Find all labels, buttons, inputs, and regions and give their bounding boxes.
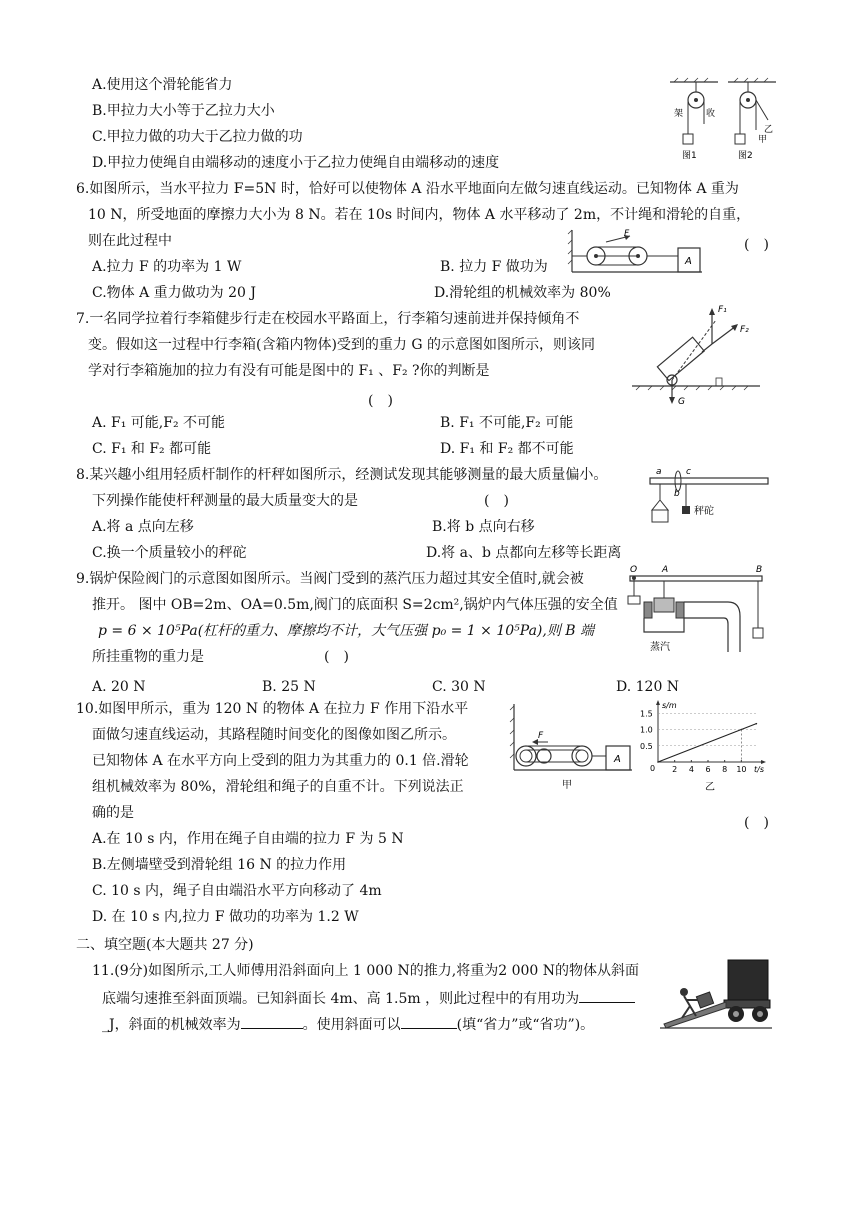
q5-option-d: D.甲拉力使绳自由端移动的速度小于乙拉力使绳自由端移动的速度 — [92, 155, 500, 171]
q9-option-d: D. 120 N — [616, 679, 680, 695]
q9-point-a: A — [662, 565, 669, 575]
q6-option-a: A.拉力 F 的功率为 1 W — [92, 259, 242, 275]
q7-answer-bracket: ( ) — [368, 393, 393, 409]
q10-stem-line1: 10.如图甲所示，重为 120 N 的物体 A 在拉力 F 作用下沿水平 — [76, 701, 469, 717]
y-tick-label: 1.0 — [640, 725, 653, 735]
q7-stem-line2: 变。假如这一过程中行李箱(含箱内物体)受到的重力 G 的示意图如图所示，则该同 — [88, 337, 596, 353]
q8-option-b: B.将 b 点向右移 — [432, 519, 535, 535]
q5-caption-fig2: 图2 — [738, 151, 753, 161]
q7-stem-line3: 学对行李箱施加的拉力有没有可能是图中的 F₁ 、F₂ ?你的判断是 — [88, 363, 490, 379]
q11-stem-line3 — [102, 1014, 594, 1034]
y-axis-arrow — [656, 700, 660, 705]
q9-point-b: B — [756, 565, 763, 575]
q8-stem-line1: 8.某兴趣小组用轻质杆制作的杆秤如图所示，经测试发现其能够测量的最大质量偏小。 — [76, 467, 608, 483]
q11-stem-line1: 11.(9分)如图所示,工人师傅用沿斜面向上 1 000 N的推力,将重为2 000 N的物体从斜面 — [92, 963, 640, 979]
q11-stem-line3-text-a: _J，斜面的机械效率为 — [102, 1017, 241, 1033]
q11-choice-blank[interactable] — [401, 1014, 457, 1029]
q5-label-shou: 收 — [706, 109, 716, 119]
q9-stem-line1: 9.锅炉保险阀门的示意图如图所示。当阀门受到的蒸汽压力超过其安全值时,就会被 — [76, 571, 584, 587]
q8-stem-line2: 下列操作能使杆秤测量的最大质量变大的是 — [92, 493, 358, 509]
q9-answer-bracket: ( ) — [324, 649, 349, 665]
q5-option-c: C.甲拉力做的功大于乙拉力做的功 — [92, 129, 303, 145]
q8-option-c: C.换一个质量较小的秤砣 — [92, 545, 247, 561]
q7-f2-label: F₂ — [740, 325, 749, 335]
q6-stem-line2: 10 N，所受地面的摩擦力大小为 8 N。若在 10s 时间内，物体 A 水平移动了 2m，不计绳和滑轮的自重， — [88, 207, 751, 223]
q9-stem-line4: 所挂重物的重力是 — [92, 649, 204, 665]
q6-option-b: B. 拉力 F 做功为 — [440, 259, 548, 275]
q10-option-d: D. 在 10 s 内,拉力 F 做功的功率为 1.2 W — [92, 909, 359, 925]
q8-option-d: D.将 a、b 点都向左移等长距离 — [426, 545, 622, 561]
q7-g-label: G — [678, 397, 685, 407]
q10-force-label: F — [538, 731, 544, 741]
q8-point-a: a — [656, 467, 662, 477]
q9-steam-label: 蒸汽 — [650, 642, 670, 653]
x-axis-arrow — [761, 760, 766, 764]
q10-option-a: A.在 10 s 内，作用在绳子自由端的拉力 F 为 5 N — [92, 831, 404, 847]
q5-label-jia-frame: 架 — [674, 109, 684, 119]
q11-efficiency-blank[interactable] — [241, 1014, 303, 1029]
q6-option-c: C.物体 A 重力做功为 20 J — [92, 285, 257, 301]
x-axis-label: t/s — [754, 765, 764, 774]
origin-label: 0 — [650, 764, 656, 773]
x-tick-label: 4 — [688, 765, 694, 774]
q11-stem-line3-text-b: 。使用斜面可以 — [302, 1017, 401, 1033]
q9-valve-figure — [624, 562, 770, 662]
q5-option-b: B.甲拉力大小等于乙拉力大小 — [92, 103, 275, 119]
q5-label-jia: 甲 — [758, 135, 768, 145]
q11-useful-work-blank[interactable] — [579, 988, 635, 1003]
x-tick-label: 6 — [705, 765, 711, 774]
q5-option-a: A.使用这个滑轮能省力 — [92, 77, 233, 93]
q10-stem-line3: 已知物体 A 在水平方向上受到的阻力为其重力的 0.1 倍.滑轮 — [92, 753, 469, 769]
y-tick-label: 1.5 — [640, 709, 653, 719]
q10-block-label: A — [614, 754, 621, 765]
q8-point-c: c — [686, 467, 691, 477]
q6-stem-line3: 则在此过程中 — [88, 233, 172, 249]
q7-option-a: A. F₁ 可能,F₂ 不可能 — [92, 415, 226, 431]
q9-point-o: O — [630, 565, 638, 575]
q6-stem-line1: 6.如图所示，当水平拉力 F=5N 时，恰好可以使物体 A 沿水平地面向左做匀速直线运动。已知物体 A 重为 — [76, 181, 739, 197]
q7-luggage-figure — [628, 300, 764, 410]
q10-caption-yi: 乙 — [705, 782, 715, 792]
q9-option-c: C. 30 N — [432, 679, 486, 695]
q10-st-graph — [636, 700, 770, 792]
q9-option-b: B. 25 N — [262, 679, 316, 695]
q8-option-a: A.将 a 点向左移 — [92, 519, 194, 535]
q10-pulley-figure-jia — [508, 700, 634, 792]
data-point — [756, 723, 758, 725]
q8-point-b: b — [674, 489, 680, 499]
q10-answer-bracket: ( ) — [744, 815, 769, 831]
q5-pulley-figure — [668, 76, 780, 162]
q10-option-b: B.左侧墙壁受到滑轮组 16 N 的拉力作用 — [92, 857, 347, 873]
q8-answer-bracket: ( ) — [484, 493, 509, 509]
x-tick-label: 2 — [672, 765, 678, 774]
q11-stem-line2-text: 底端匀速推至斜面顶端。已知斜面长 4m、高 1.5m ，则此过程中的有用功为 — [102, 991, 580, 1007]
q11-stem-line2 — [102, 988, 635, 1008]
q11-incline-figure — [660, 956, 772, 1030]
q7-f1-label: F₁ — [718, 305, 727, 315]
q6-answer-bracket: ( ) — [744, 237, 769, 253]
q9-stem-line3: p = 6 × 10⁵Pa(杠杆的重力、摩擦均不计，大气压强 p₀ = 1 × 10⁵Pa),则 B 端 — [98, 623, 595, 639]
q8-steelyard-figure — [646, 464, 772, 530]
q6-force-label: F — [624, 229, 630, 239]
q6-block-label: A — [685, 256, 692, 267]
q7-stem-line1: 7.一名同学拉着行李箱健步行走在校园水平路面上，行李箱匀速前进并保持倾角不 — [76, 311, 580, 327]
q10-option-c: C. 10 s 内，绳子自由端沿水平方向移动了 4m — [92, 883, 382, 899]
q7-option-b: B. F₁ 不可能,F₂ 可能 — [440, 415, 574, 431]
y-tick-label: 0.5 — [640, 741, 653, 751]
x-tick-label: 10 — [736, 765, 747, 774]
q9-option-a: A. 20 N — [92, 679, 146, 695]
q6-pulley-figure — [566, 228, 706, 276]
q10-stem-line5: 确的是 — [92, 805, 134, 821]
q10-stem-line2: 面做匀速直线运动，其路程随时间变化的图像如图乙所示。 — [92, 727, 456, 743]
section2-title: 二、填空题(本大题共 27 分) — [76, 937, 254, 953]
q6-option-d: D.滑轮组的机械效率为 80% — [434, 285, 611, 301]
q11-stem-line3-text-c: (填“省力”或“省功”)。 — [456, 1017, 595, 1033]
q9-stem-line2: 推开。 图中 OB=2m、OA=0.5m,阀门的底面积 S=2cm²,锅炉内气体压强的安全值 — [92, 597, 618, 613]
q10-stem-line4: 组机械效率为 80%，滑轮组和绳子的自重不计。下列说法正 — [92, 779, 464, 795]
q10-caption-jia: 甲 — [562, 780, 572, 791]
x-tick-label: 8 — [722, 765, 728, 774]
y-axis-label: s/m — [662, 701, 677, 710]
q7-option-d: D. F₁ 和 F₂ 都不可能 — [440, 441, 574, 457]
data-point — [657, 761, 659, 763]
q5-label-yi: 乙 — [764, 125, 774, 135]
q7-option-c: C. F₁ 和 F₂ 都可能 — [92, 441, 212, 457]
q5-caption-fig1: 图1 — [682, 151, 697, 161]
q8-weight-label: 秤砣 — [694, 506, 714, 517]
